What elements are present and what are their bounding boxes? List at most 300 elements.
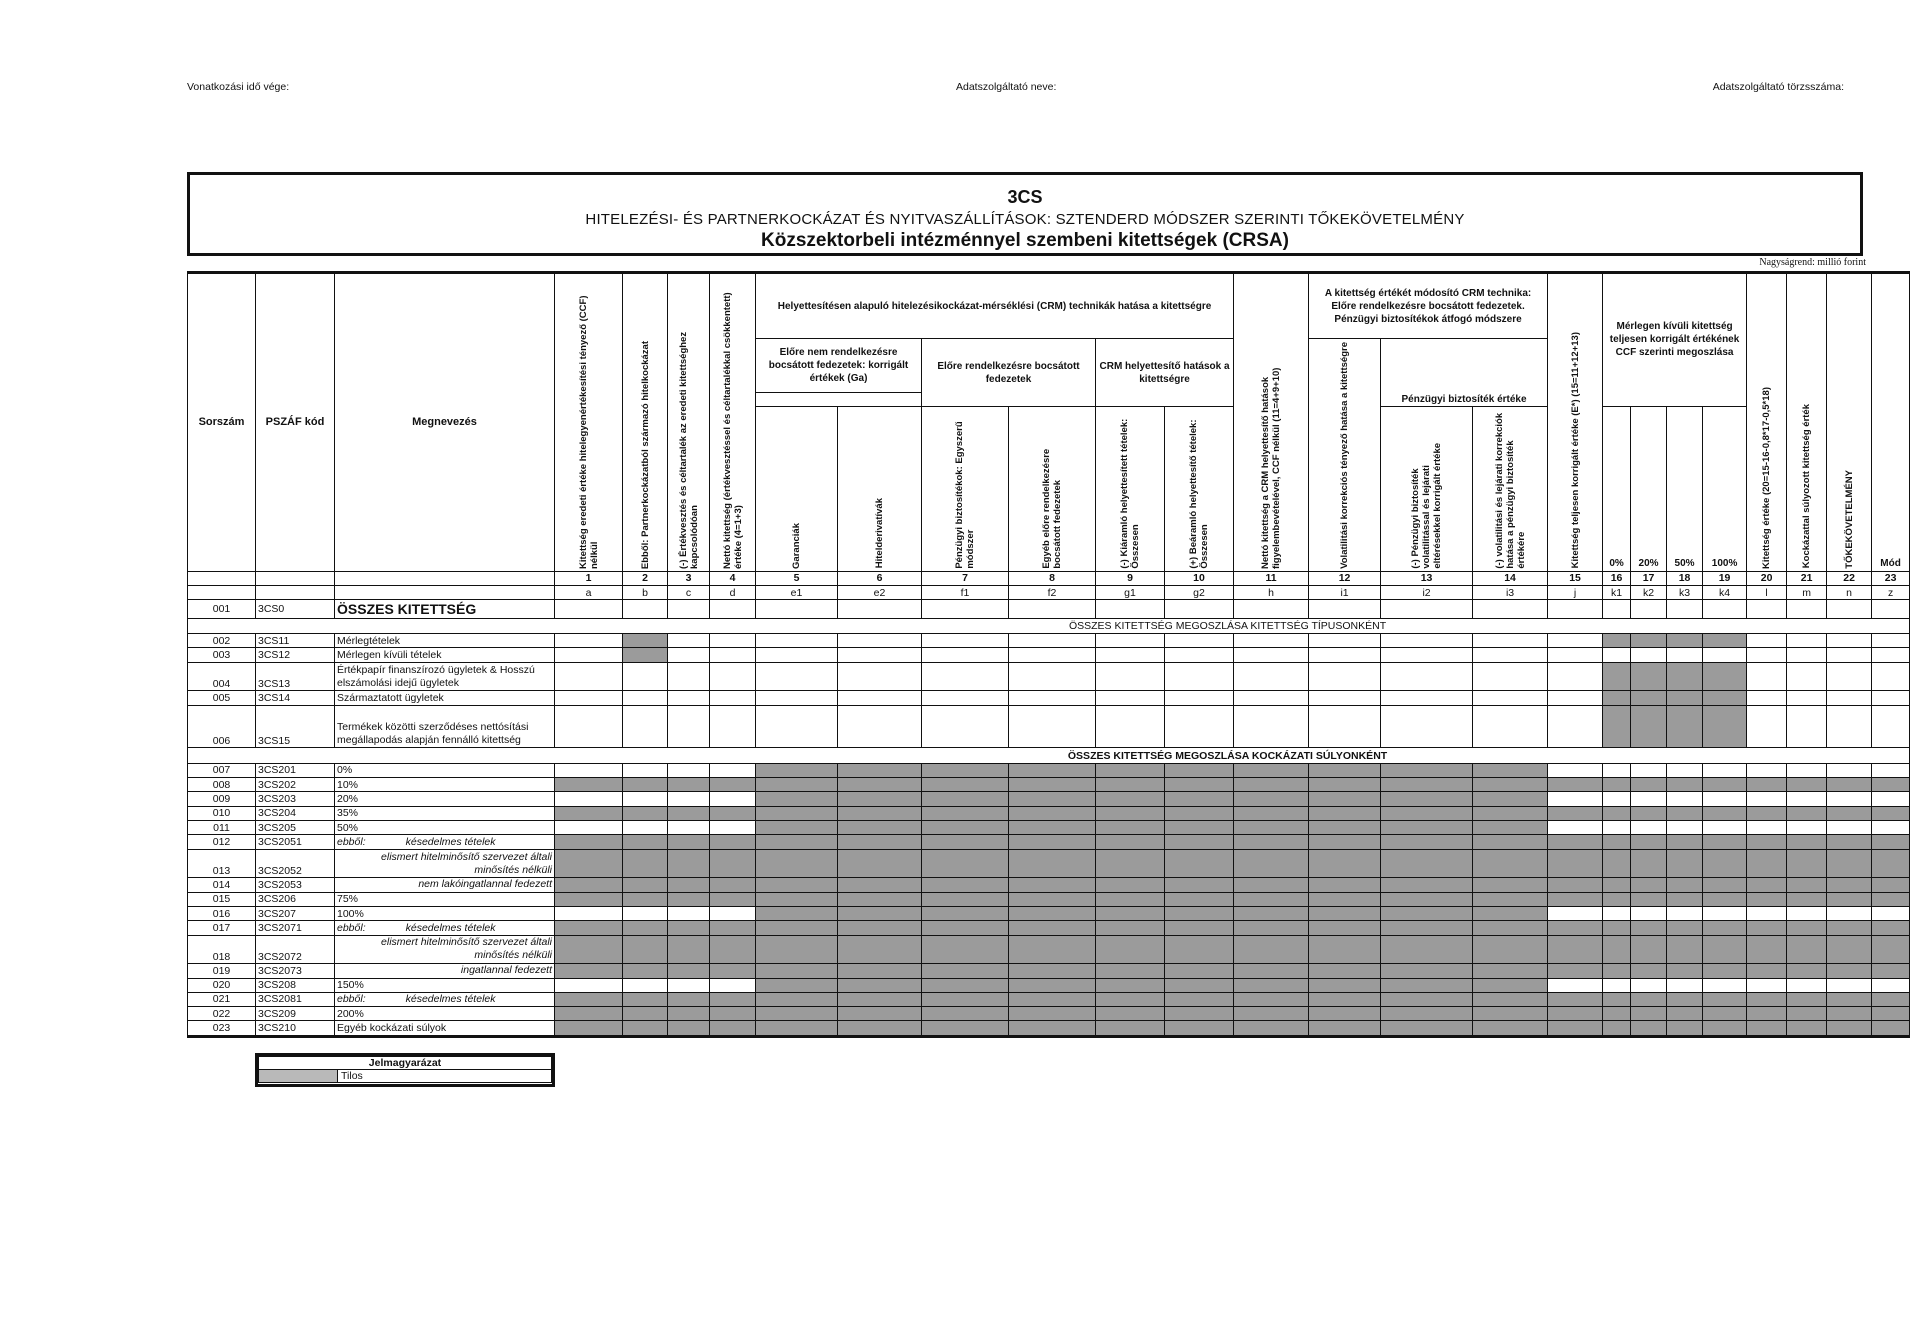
data-cell[interactable] bbox=[1548, 763, 1603, 777]
prohibited-cell bbox=[1096, 878, 1165, 892]
data-cell[interactable] bbox=[555, 763, 623, 777]
data-cell[interactable] bbox=[1165, 633, 1234, 647]
prohibited-cell bbox=[838, 806, 922, 820]
data-cell[interactable] bbox=[1787, 662, 1827, 691]
data-cell[interactable] bbox=[555, 691, 623, 705]
data-cell[interactable] bbox=[1872, 705, 1910, 748]
prohibited-cell bbox=[1009, 806, 1096, 820]
data-cell[interactable] bbox=[555, 978, 623, 992]
data-cell[interactable] bbox=[555, 792, 623, 806]
offbalance-group-header: Mérlegen kívüli kitettség teljesen korrigált értékének CCF szerinti megoszlása bbox=[1603, 273, 1747, 407]
prohibited-cell bbox=[1381, 849, 1473, 878]
data-cell[interactable] bbox=[1631, 600, 1667, 618]
prohibited-cell bbox=[756, 1021, 838, 1037]
row-name: 35% bbox=[335, 806, 555, 820]
data-cell[interactable] bbox=[668, 821, 710, 835]
data-cell[interactable] bbox=[1548, 792, 1603, 806]
data-cell[interactable] bbox=[1548, 705, 1603, 748]
data-cell[interactable] bbox=[1603, 792, 1631, 806]
row-number: 010 bbox=[188, 806, 256, 820]
table-row bbox=[188, 705, 1910, 748]
data-cell[interactable] bbox=[1096, 648, 1165, 662]
data-cell[interactable] bbox=[668, 648, 710, 662]
data-cell[interactable] bbox=[1473, 648, 1548, 662]
prohibited-cell bbox=[838, 878, 922, 892]
data-cell[interactable] bbox=[1787, 691, 1827, 705]
data-cell[interactable] bbox=[922, 705, 1009, 748]
data-cell[interactable] bbox=[1827, 792, 1872, 806]
prohibited-cell bbox=[1165, 992, 1234, 1006]
data-cell[interactable] bbox=[838, 705, 922, 748]
prohibited-cell bbox=[1827, 878, 1872, 892]
data-cell[interactable] bbox=[623, 821, 668, 835]
data-cell[interactable] bbox=[1747, 648, 1787, 662]
data-cell[interactable] bbox=[1009, 705, 1096, 748]
prohibited-cell bbox=[1631, 921, 1667, 935]
data-cell[interactable] bbox=[1703, 821, 1747, 835]
data-cell[interactable] bbox=[1827, 662, 1872, 691]
prohibited-cell bbox=[710, 892, 756, 906]
data-cell[interactable] bbox=[1096, 633, 1165, 647]
row-code: 3CS0 bbox=[256, 600, 335, 618]
prohibited-cell bbox=[1381, 906, 1473, 920]
data-cell[interactable] bbox=[1872, 648, 1910, 662]
data-cell[interactable] bbox=[1747, 662, 1787, 691]
data-cell[interactable] bbox=[1165, 662, 1234, 691]
row-name: ingatlannal fedezett bbox=[335, 964, 555, 978]
prohibited-cell bbox=[1096, 849, 1165, 878]
data-cell[interactable] bbox=[1234, 648, 1309, 662]
data-cell[interactable] bbox=[1827, 705, 1872, 748]
col-letter: i3 bbox=[1473, 585, 1548, 599]
data-cell[interactable] bbox=[1827, 600, 1872, 618]
data-cell[interactable] bbox=[1603, 978, 1631, 992]
data-cell[interactable] bbox=[1603, 906, 1631, 920]
data-cell[interactable] bbox=[756, 662, 838, 691]
col-number: 21 bbox=[1787, 571, 1827, 585]
prohibited-cell bbox=[756, 906, 838, 920]
data-cell[interactable] bbox=[555, 821, 623, 835]
prohibited-cell bbox=[756, 921, 838, 935]
prohibited-cell bbox=[1309, 878, 1381, 892]
data-cell[interactable] bbox=[710, 978, 756, 992]
data-cell[interactable] bbox=[1667, 821, 1703, 835]
prohibited-cell bbox=[1473, 849, 1548, 878]
table-row bbox=[188, 921, 1910, 935]
prohibited-cell bbox=[1473, 892, 1548, 906]
data-cell[interactable] bbox=[1747, 821, 1787, 835]
data-cell[interactable] bbox=[1603, 763, 1631, 777]
prohibited-cell bbox=[1603, 662, 1631, 691]
data-cell[interactable] bbox=[1827, 906, 1872, 920]
data-cell[interactable] bbox=[710, 792, 756, 806]
data-cell[interactable] bbox=[623, 662, 668, 691]
data-cell[interactable] bbox=[623, 691, 668, 705]
prohibited-cell bbox=[1009, 906, 1096, 920]
prohibited-cell bbox=[1703, 921, 1747, 935]
fin-group-header: A kitettség értékét módosító CRM technika: Előre rendelkezésre bocsátott fedezetek. Pénzügyi biztosítékok átfogó módszere bbox=[1309, 273, 1548, 339]
row-name-text: késedelmes tételek bbox=[405, 836, 496, 849]
data-cell[interactable] bbox=[1631, 906, 1667, 920]
data-cell[interactable] bbox=[1473, 705, 1548, 748]
data-cell[interactable] bbox=[1787, 648, 1827, 662]
data-cell[interactable] bbox=[1872, 691, 1910, 705]
data-cell[interactable] bbox=[1667, 978, 1703, 992]
table-row bbox=[188, 878, 1910, 892]
data-cell[interactable] bbox=[1872, 633, 1910, 647]
prohibited-cell bbox=[1381, 1007, 1473, 1021]
prohibited-cell bbox=[1787, 935, 1827, 964]
data-cell[interactable] bbox=[1747, 792, 1787, 806]
data-cell[interactable] bbox=[838, 633, 922, 647]
row-number: 012 bbox=[188, 835, 256, 849]
data-cell[interactable] bbox=[1603, 821, 1631, 835]
data-cell[interactable] bbox=[1234, 662, 1309, 691]
data-cell[interactable] bbox=[1827, 691, 1872, 705]
prohibited-cell bbox=[1009, 978, 1096, 992]
data-cell[interactable] bbox=[1096, 662, 1165, 691]
data-cell[interactable] bbox=[555, 648, 623, 662]
col-letter: k2 bbox=[1631, 585, 1667, 599]
prohibited-cell bbox=[1473, 978, 1548, 992]
data-cell[interactable] bbox=[1009, 600, 1096, 618]
data-cell[interactable] bbox=[1548, 648, 1603, 662]
data-cell[interactable] bbox=[623, 600, 668, 618]
table-row bbox=[188, 906, 1910, 920]
data-cell[interactable] bbox=[1381, 662, 1473, 691]
data-cell[interactable] bbox=[922, 633, 1009, 647]
data-cell[interactable] bbox=[1473, 691, 1548, 705]
row-code: 3CS2073 bbox=[256, 964, 335, 978]
data-cell[interactable] bbox=[1234, 691, 1309, 705]
data-cell[interactable] bbox=[1787, 705, 1827, 748]
data-cell[interactable] bbox=[756, 600, 838, 618]
prohibited-cell bbox=[1603, 835, 1631, 849]
data-cell[interactable] bbox=[668, 763, 710, 777]
row-code: 3CS13 bbox=[256, 662, 335, 691]
data-cell[interactable] bbox=[1548, 978, 1603, 992]
data-cell[interactable] bbox=[1787, 978, 1827, 992]
data-cell[interactable] bbox=[1234, 705, 1309, 748]
data-cell[interactable] bbox=[668, 691, 710, 705]
data-cell[interactable] bbox=[710, 648, 756, 662]
prohibited-cell bbox=[1165, 906, 1234, 920]
data-cell[interactable] bbox=[1381, 648, 1473, 662]
row-code: 3CS210 bbox=[256, 1021, 335, 1037]
prohibited-cell bbox=[756, 935, 838, 964]
data-cell[interactable] bbox=[1009, 691, 1096, 705]
prohibited-cell bbox=[1309, 935, 1381, 964]
prohibited-cell bbox=[1096, 835, 1165, 849]
prohibited-cell bbox=[1165, 821, 1234, 835]
data-cell[interactable] bbox=[1872, 906, 1910, 920]
data-cell[interactable] bbox=[1667, 792, 1703, 806]
data-cell[interactable] bbox=[1548, 600, 1603, 618]
row-code: 3CS209 bbox=[256, 1007, 335, 1021]
data-cell[interactable] bbox=[1603, 600, 1631, 618]
prohibited-cell bbox=[555, 835, 623, 849]
data-cell[interactable] bbox=[1747, 763, 1787, 777]
prohibited-cell bbox=[1165, 792, 1234, 806]
data-cell[interactable] bbox=[1381, 633, 1473, 647]
data-cell[interactable] bbox=[1667, 600, 1703, 618]
data-cell[interactable] bbox=[668, 792, 710, 806]
table-row bbox=[188, 892, 1910, 906]
data-cell[interactable] bbox=[710, 705, 756, 748]
data-cell[interactable] bbox=[1827, 633, 1872, 647]
data-cell[interactable] bbox=[1309, 633, 1381, 647]
crm-sub-group-header: CRM helyettesítő hatások a kitettségre bbox=[1096, 339, 1234, 406]
data-cell[interactable] bbox=[1473, 633, 1548, 647]
prohibited-cell bbox=[1309, 964, 1381, 978]
prohibited-cell bbox=[1872, 1021, 1910, 1037]
prohibited-cell bbox=[1827, 892, 1872, 906]
data-cell[interactable] bbox=[1827, 978, 1872, 992]
prohibited-cell bbox=[1473, 821, 1548, 835]
prohibited-cell bbox=[838, 763, 922, 777]
prohibited-cell bbox=[1703, 835, 1747, 849]
data-cell[interactable] bbox=[623, 978, 668, 992]
data-cell[interactable] bbox=[1827, 763, 1872, 777]
data-cell[interactable] bbox=[1787, 792, 1827, 806]
row-name: 0% bbox=[335, 763, 555, 777]
data-cell[interactable] bbox=[555, 633, 623, 647]
data-cell[interactable] bbox=[1872, 792, 1910, 806]
data-cell[interactable] bbox=[623, 763, 668, 777]
data-cell[interactable] bbox=[555, 662, 623, 691]
data-cell[interactable] bbox=[1667, 906, 1703, 920]
prohibited-cell bbox=[1234, 935, 1309, 964]
col-letter: l bbox=[1747, 585, 1787, 599]
prohibited-cell bbox=[555, 1021, 623, 1037]
col-letter: f1 bbox=[922, 585, 1009, 599]
data-cell[interactable] bbox=[1309, 705, 1381, 748]
data-cell[interactable] bbox=[1548, 691, 1603, 705]
row-name: 200% bbox=[335, 1007, 555, 1021]
data-cell[interactable] bbox=[710, 906, 756, 920]
data-cell[interactable] bbox=[668, 662, 710, 691]
col-letter: i2 bbox=[1381, 585, 1473, 599]
data-cell[interactable] bbox=[710, 600, 756, 618]
data-cell[interactable] bbox=[1165, 600, 1234, 618]
prohibited-cell bbox=[1787, 1007, 1827, 1021]
data-cell[interactable] bbox=[1165, 705, 1234, 748]
data-cell[interactable] bbox=[1381, 600, 1473, 618]
data-cell[interactable] bbox=[1827, 648, 1872, 662]
data-cell[interactable] bbox=[1631, 792, 1667, 806]
data-cell[interactable] bbox=[1787, 600, 1827, 618]
data-cell[interactable] bbox=[1703, 978, 1747, 992]
data-cell[interactable] bbox=[1667, 648, 1703, 662]
data-cell[interactable] bbox=[1872, 662, 1910, 691]
data-cell[interactable] bbox=[1473, 662, 1548, 691]
data-cell[interactable] bbox=[1009, 633, 1096, 647]
legend-item-label: Tilos bbox=[338, 1070, 552, 1083]
data-cell[interactable] bbox=[1548, 906, 1603, 920]
data-cell[interactable] bbox=[710, 763, 756, 777]
prohibited-cell bbox=[1234, 792, 1309, 806]
data-cell[interactable] bbox=[838, 648, 922, 662]
prohibited-cell bbox=[1747, 849, 1787, 878]
legend-title: Jelmagyarázat bbox=[259, 1057, 552, 1070]
data-cell[interactable] bbox=[1096, 600, 1165, 618]
data-cell[interactable] bbox=[922, 648, 1009, 662]
row-code: 3CS201 bbox=[256, 763, 335, 777]
prohibited-cell bbox=[668, 892, 710, 906]
pre-group-header: Előre rendelkezésre bocsátott fedezetek bbox=[922, 339, 1096, 406]
data-cell[interactable] bbox=[555, 906, 623, 920]
data-cell[interactable] bbox=[623, 705, 668, 748]
prohibited-cell bbox=[1603, 849, 1631, 878]
data-cell[interactable] bbox=[1309, 600, 1381, 618]
data-cell[interactable] bbox=[1872, 763, 1910, 777]
data-cell[interactable] bbox=[1165, 691, 1234, 705]
prohibited-cell bbox=[1009, 1021, 1096, 1037]
col-16-header: 0% bbox=[1603, 406, 1631, 571]
prohibited-cell bbox=[1234, 878, 1309, 892]
data-cell[interactable] bbox=[1009, 648, 1096, 662]
prohibited-cell bbox=[1309, 763, 1381, 777]
data-cell[interactable] bbox=[1703, 648, 1747, 662]
prohibited-cell bbox=[1667, 633, 1703, 647]
data-cell[interactable] bbox=[1548, 633, 1603, 647]
data-cell[interactable] bbox=[1234, 633, 1309, 647]
data-cell[interactable] bbox=[1872, 600, 1910, 618]
data-cell[interactable] bbox=[1787, 906, 1827, 920]
data-cell[interactable] bbox=[1872, 821, 1910, 835]
data-cell[interactable] bbox=[1548, 662, 1603, 691]
prohibited-cell bbox=[1603, 992, 1631, 1006]
data-cell[interactable] bbox=[1631, 821, 1667, 835]
prohibited-cell bbox=[623, 935, 668, 964]
prohibited-cell bbox=[1096, 921, 1165, 935]
data-cell[interactable] bbox=[922, 691, 1009, 705]
column-letter-row bbox=[188, 585, 1910, 599]
data-cell[interactable] bbox=[1787, 821, 1827, 835]
data-cell[interactable] bbox=[756, 633, 838, 647]
data-cell[interactable] bbox=[922, 600, 1009, 618]
table-row bbox=[188, 1007, 1910, 1021]
prohibited-cell bbox=[1473, 964, 1548, 978]
prohibited-cell bbox=[1234, 921, 1309, 935]
data-cell[interactable] bbox=[1309, 691, 1381, 705]
data-cell[interactable] bbox=[838, 691, 922, 705]
prohibited-cell bbox=[756, 763, 838, 777]
row-code: 3CS2072 bbox=[256, 935, 335, 964]
data-cell[interactable] bbox=[668, 978, 710, 992]
data-cell[interactable] bbox=[710, 821, 756, 835]
prohibited-cell bbox=[1603, 892, 1631, 906]
prohibited-cell bbox=[1787, 1021, 1827, 1037]
data-cell[interactable] bbox=[756, 705, 838, 748]
data-cell[interactable] bbox=[1747, 705, 1787, 748]
data-cell[interactable] bbox=[623, 792, 668, 806]
data-cell[interactable] bbox=[1787, 763, 1827, 777]
prohibited-cell bbox=[1787, 806, 1827, 820]
col-letter: d bbox=[710, 585, 756, 599]
data-cell[interactable] bbox=[1165, 648, 1234, 662]
data-cell[interactable] bbox=[1703, 763, 1747, 777]
data-cell[interactable] bbox=[1747, 691, 1787, 705]
data-cell[interactable] bbox=[1009, 662, 1096, 691]
data-cell[interactable] bbox=[1747, 600, 1787, 618]
data-cell[interactable] bbox=[1703, 600, 1747, 618]
data-cell[interactable] bbox=[1787, 633, 1827, 647]
prohibited-cell bbox=[922, 906, 1009, 920]
prohibited-cell bbox=[1703, 662, 1747, 691]
data-cell[interactable] bbox=[1603, 648, 1631, 662]
row-number: 018 bbox=[188, 935, 256, 964]
prohibited-cell bbox=[623, 648, 668, 662]
data-cell[interactable] bbox=[1747, 978, 1787, 992]
prohibited-cell bbox=[1309, 792, 1381, 806]
data-cell[interactable] bbox=[1309, 648, 1381, 662]
data-cell[interactable] bbox=[555, 705, 623, 748]
data-cell[interactable] bbox=[1631, 763, 1667, 777]
data-cell[interactable] bbox=[1631, 978, 1667, 992]
data-cell[interactable] bbox=[1747, 633, 1787, 647]
data-cell[interactable] bbox=[1827, 821, 1872, 835]
data-cell[interactable] bbox=[1309, 662, 1381, 691]
data-cell[interactable] bbox=[710, 633, 756, 647]
data-cell[interactable] bbox=[710, 662, 756, 691]
data-cell[interactable] bbox=[1631, 648, 1667, 662]
data-cell[interactable] bbox=[1381, 691, 1473, 705]
table-row bbox=[188, 821, 1910, 835]
prohibited-cell bbox=[710, 835, 756, 849]
data-cell[interactable] bbox=[1703, 906, 1747, 920]
data-cell[interactable] bbox=[1234, 600, 1309, 618]
prohibited-cell bbox=[1234, 978, 1309, 992]
legend bbox=[255, 1053, 555, 1087]
data-cell[interactable] bbox=[1473, 600, 1548, 618]
prohibited-cell bbox=[710, 849, 756, 878]
col-13-header: (-) Pénzügyi biztosíték volatilitással és lejárati eltérésekkel korrigált értéke bbox=[1381, 406, 1473, 571]
data-cell[interactable] bbox=[1872, 978, 1910, 992]
data-cell[interactable] bbox=[555, 600, 623, 618]
data-cell[interactable] bbox=[1703, 792, 1747, 806]
data-cell[interactable] bbox=[668, 633, 710, 647]
data-cell[interactable] bbox=[1096, 705, 1165, 748]
row-code: 3CS202 bbox=[256, 778, 335, 792]
data-cell[interactable] bbox=[668, 600, 710, 618]
data-cell[interactable] bbox=[922, 662, 1009, 691]
data-cell[interactable] bbox=[710, 691, 756, 705]
prohibited-cell bbox=[1548, 1007, 1603, 1021]
prohibited-cell bbox=[1009, 964, 1096, 978]
data-cell[interactable] bbox=[1667, 763, 1703, 777]
prohibited-cell bbox=[1309, 921, 1381, 935]
prohibited-cell bbox=[623, 633, 668, 647]
data-cell[interactable] bbox=[1096, 691, 1165, 705]
data-cell[interactable] bbox=[668, 705, 710, 748]
data-cell[interactable] bbox=[756, 648, 838, 662]
data-cell[interactable] bbox=[623, 906, 668, 920]
row-number: 014 bbox=[188, 878, 256, 892]
data-cell[interactable] bbox=[1548, 821, 1603, 835]
prohibited-cell bbox=[623, 806, 668, 820]
data-cell[interactable] bbox=[756, 691, 838, 705]
row-code: 3CS203 bbox=[256, 792, 335, 806]
prohibited-cell bbox=[922, 964, 1009, 978]
data-cell[interactable] bbox=[838, 662, 922, 691]
data-cell[interactable] bbox=[1747, 906, 1787, 920]
data-cell[interactable] bbox=[668, 906, 710, 920]
row-number: 004 bbox=[188, 662, 256, 691]
data-cell[interactable] bbox=[1381, 705, 1473, 748]
data-cell[interactable] bbox=[838, 600, 922, 618]
prohibited-cell bbox=[1827, 835, 1872, 849]
